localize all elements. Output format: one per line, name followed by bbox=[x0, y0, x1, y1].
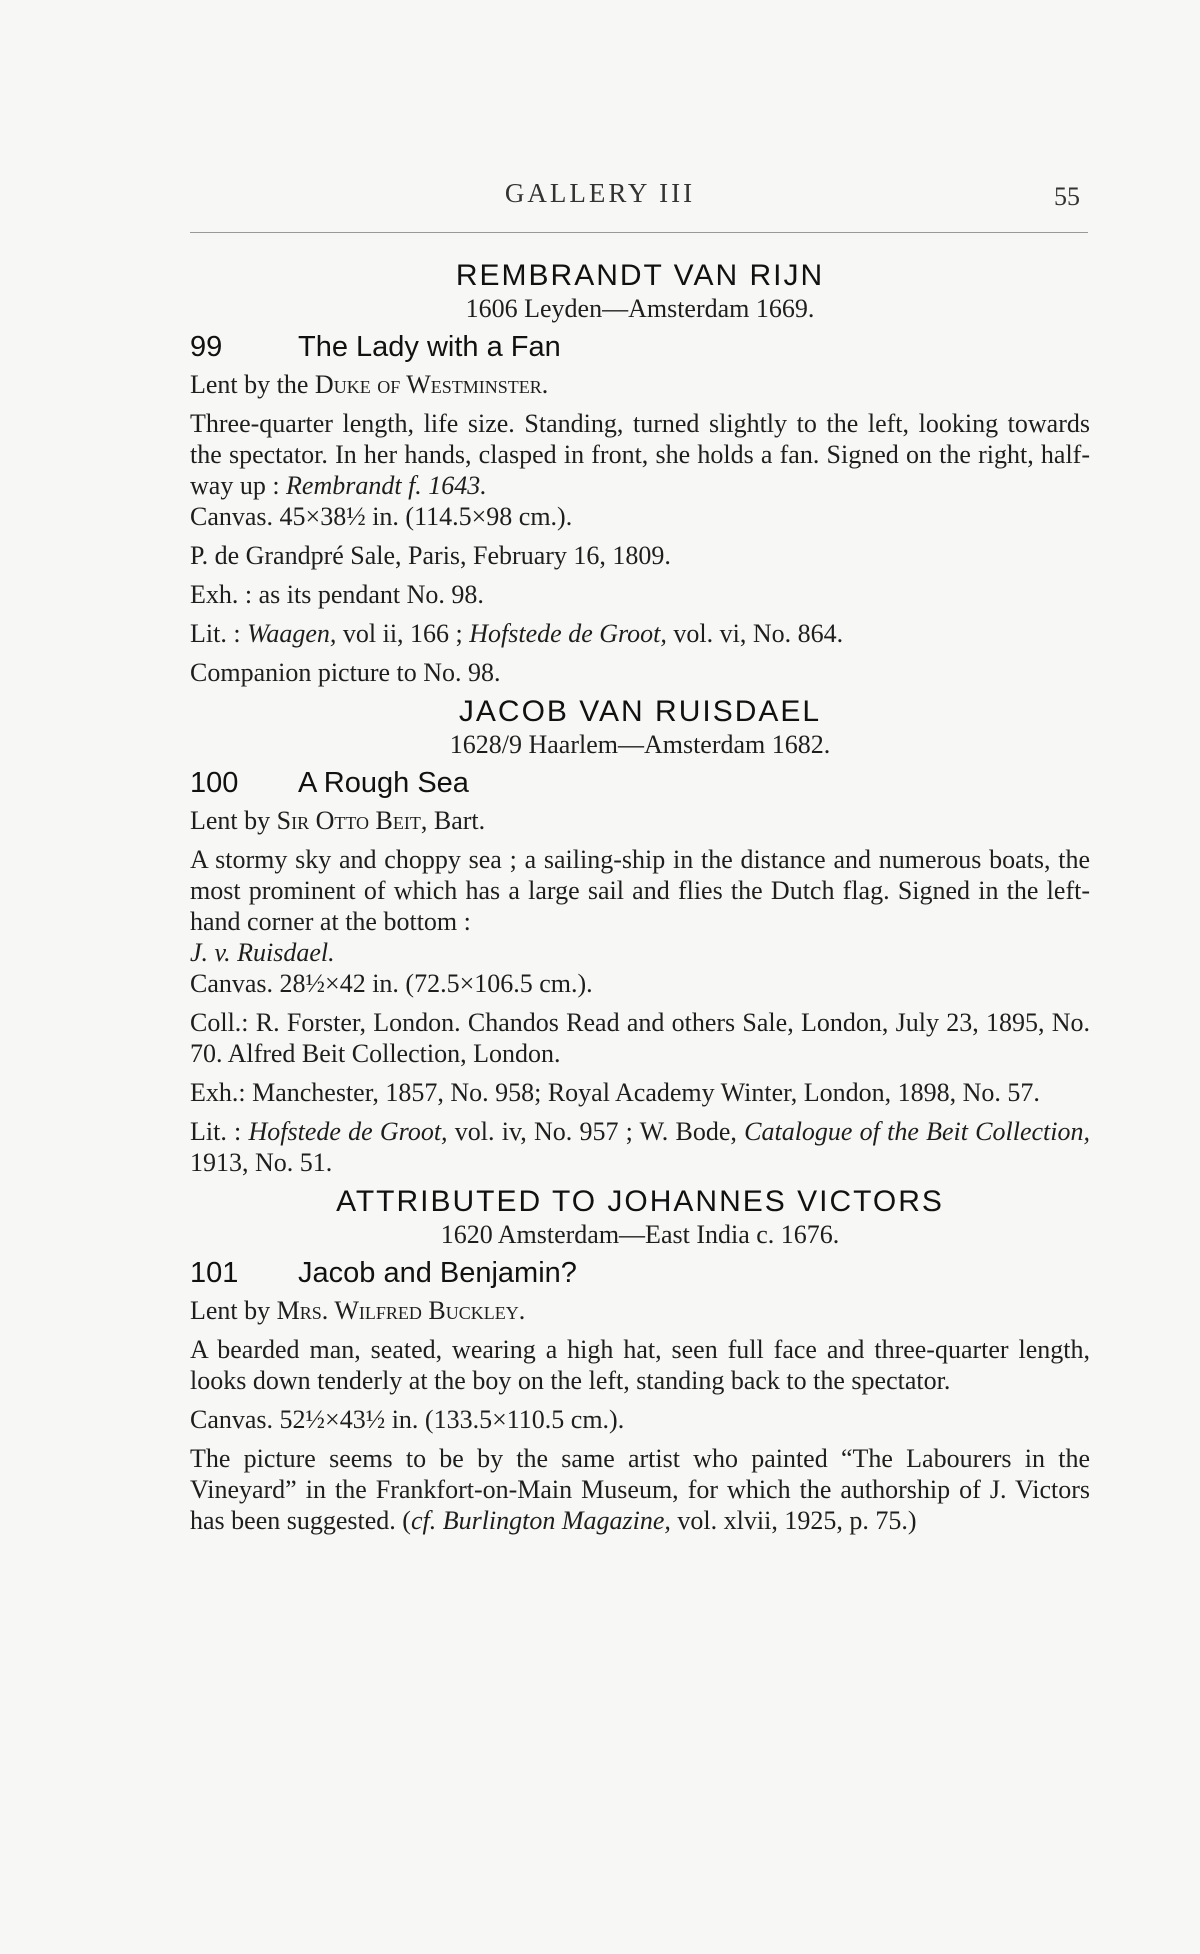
collection-history: Coll.: R. Forster, London. Chandos Read and others Sale, London, July 23, 1895, No. 70. Alfred Beit Collection, London. bbox=[190, 1008, 1090, 1068]
note-end: vol. xlvii, 1925, p. 75.) bbox=[677, 1506, 917, 1535]
exhibition: Exh.: Manchester, 1857, No. 958; Royal Academy Winter, London, 1898, No. 57. bbox=[190, 1078, 1040, 1107]
lit-label: Lit. : bbox=[190, 1117, 242, 1146]
lender-line bbox=[190, 369, 1090, 400]
artist-dates: 1606 Leyden—Amsterdam 1669. bbox=[465, 294, 815, 323]
lit-label: Lit. : bbox=[190, 619, 241, 648]
provenance: P. de Grandpré Sale, Paris, February 16, 1809. bbox=[190, 541, 671, 570]
artist-dates: 1628/9 Haarlem—Amsterdam 1682. bbox=[449, 730, 831, 759]
description-text: Three-quarter length, life size. Standing, turned slightly to the left, looking towards the spectator. In her hands, clasped in front, she holds a fan. Signed on the right, half-way up : bbox=[190, 409, 1090, 500]
running-title: GALLERY III bbox=[504, 178, 696, 208]
section-ruisdael bbox=[190, 696, 1090, 1178]
lent-prefix: Lent by bbox=[190, 806, 271, 835]
lit-reference: vol ii, 166 ; bbox=[342, 619, 463, 648]
description bbox=[190, 844, 1090, 999]
lender-name: Sir Otto Beit, bbox=[276, 806, 428, 835]
lit-reference: vol. vi, No. 864. bbox=[673, 619, 844, 648]
lender-line bbox=[190, 1295, 1090, 1326]
artist-name: JACOB VAN RUISDAEL bbox=[458, 695, 822, 728]
catalogue-content bbox=[190, 254, 1090, 1544]
note-cf: cf. bbox=[410, 1506, 437, 1535]
artist-name: ATTRIBUTED TO JOHANNES VICTORS bbox=[336, 1185, 944, 1218]
note-text: The picture seems to be by the same artist who painted “The Labourers in the Vineyard” in the Frankfort-on-Main Museum, for which the authorship of J. Victors has been suggested. ( bbox=[190, 1444, 1090, 1535]
entry-title: Jacob and Benjamin? bbox=[298, 1257, 577, 1289]
literature bbox=[190, 618, 1090, 649]
lit-title: Catalogue of the Beit Collection, bbox=[744, 1117, 1090, 1146]
entry-heading bbox=[190, 768, 1090, 799]
note bbox=[190, 1443, 1090, 1536]
section-rembrandt bbox=[190, 260, 1090, 688]
signature: Rembrandt f. 1643. bbox=[286, 471, 487, 500]
entry-title: The Lady with a Fan bbox=[298, 331, 561, 363]
lit-reference: vol. iv, No. 957 ; W. Bode, bbox=[454, 1117, 737, 1146]
entry-heading bbox=[190, 1258, 1090, 1289]
canvas-dimensions: Canvas. 52½×43½ in. (133.5×110.5 cm.). bbox=[190, 1405, 625, 1434]
section-victors bbox=[190, 1186, 1090, 1536]
signature: J. v. Ruisdael. bbox=[190, 938, 335, 967]
header-rule bbox=[190, 232, 1088, 233]
artist-name: REMBRANDT VAN RIJN bbox=[455, 259, 825, 292]
entry-number: 99 bbox=[190, 331, 223, 363]
artist-dates: 1620 Amsterdam—East India c. 1676. bbox=[440, 1220, 840, 1249]
entry-number: 101 bbox=[190, 1257, 239, 1289]
lent-prefix: Lent by the bbox=[190, 370, 309, 399]
lit-author: Hofstede de Groot, bbox=[469, 619, 667, 648]
literature bbox=[190, 1116, 1090, 1178]
description: A bearded man, seated, wearing a high hat, seen full face and three-quarter length, looks down tenderly at the boy on the left, standing back to the spectator. bbox=[190, 1335, 1090, 1395]
exhibition: Exh. : as its pendant No. 98. bbox=[190, 580, 484, 609]
lender-suffix: Bart. bbox=[433, 806, 486, 835]
note-journal: Burlington Magazine, bbox=[442, 1506, 671, 1535]
entry-heading bbox=[190, 332, 1090, 363]
note: Companion picture to No. 98. bbox=[190, 658, 501, 687]
lit-author: Waagen, bbox=[247, 619, 337, 648]
description-text: A stormy sky and choppy sea ; a sailing-ship in the distance and numerous boats, the most prominent of which has a large sail and flies the Dutch flag. Signed in the left-hand corner at the bottom : bbox=[190, 845, 1090, 936]
description bbox=[190, 408, 1090, 532]
page-header bbox=[0, 0, 1200, 240]
lent-prefix: Lent by bbox=[190, 1296, 271, 1325]
canvas-dimensions: Canvas. 45×38½ in. (114.5×98 cm.). bbox=[190, 502, 573, 531]
lender-name: Mrs. Wilfred Buckley. bbox=[276, 1296, 526, 1325]
entry-number: 100 bbox=[190, 767, 239, 799]
lit-author: Hofstede de Groot, bbox=[248, 1117, 448, 1146]
page-number: 55 bbox=[1054, 182, 1080, 211]
entry-title: A Rough Sea bbox=[298, 767, 469, 799]
lender-name: Duke of Westminster. bbox=[314, 370, 549, 399]
canvas-dimensions: Canvas. 28½×42 in. (72.5×106.5 cm.). bbox=[190, 969, 593, 998]
lit-reference: 1913, No. 51. bbox=[190, 1148, 333, 1177]
lender-line bbox=[190, 805, 1090, 836]
